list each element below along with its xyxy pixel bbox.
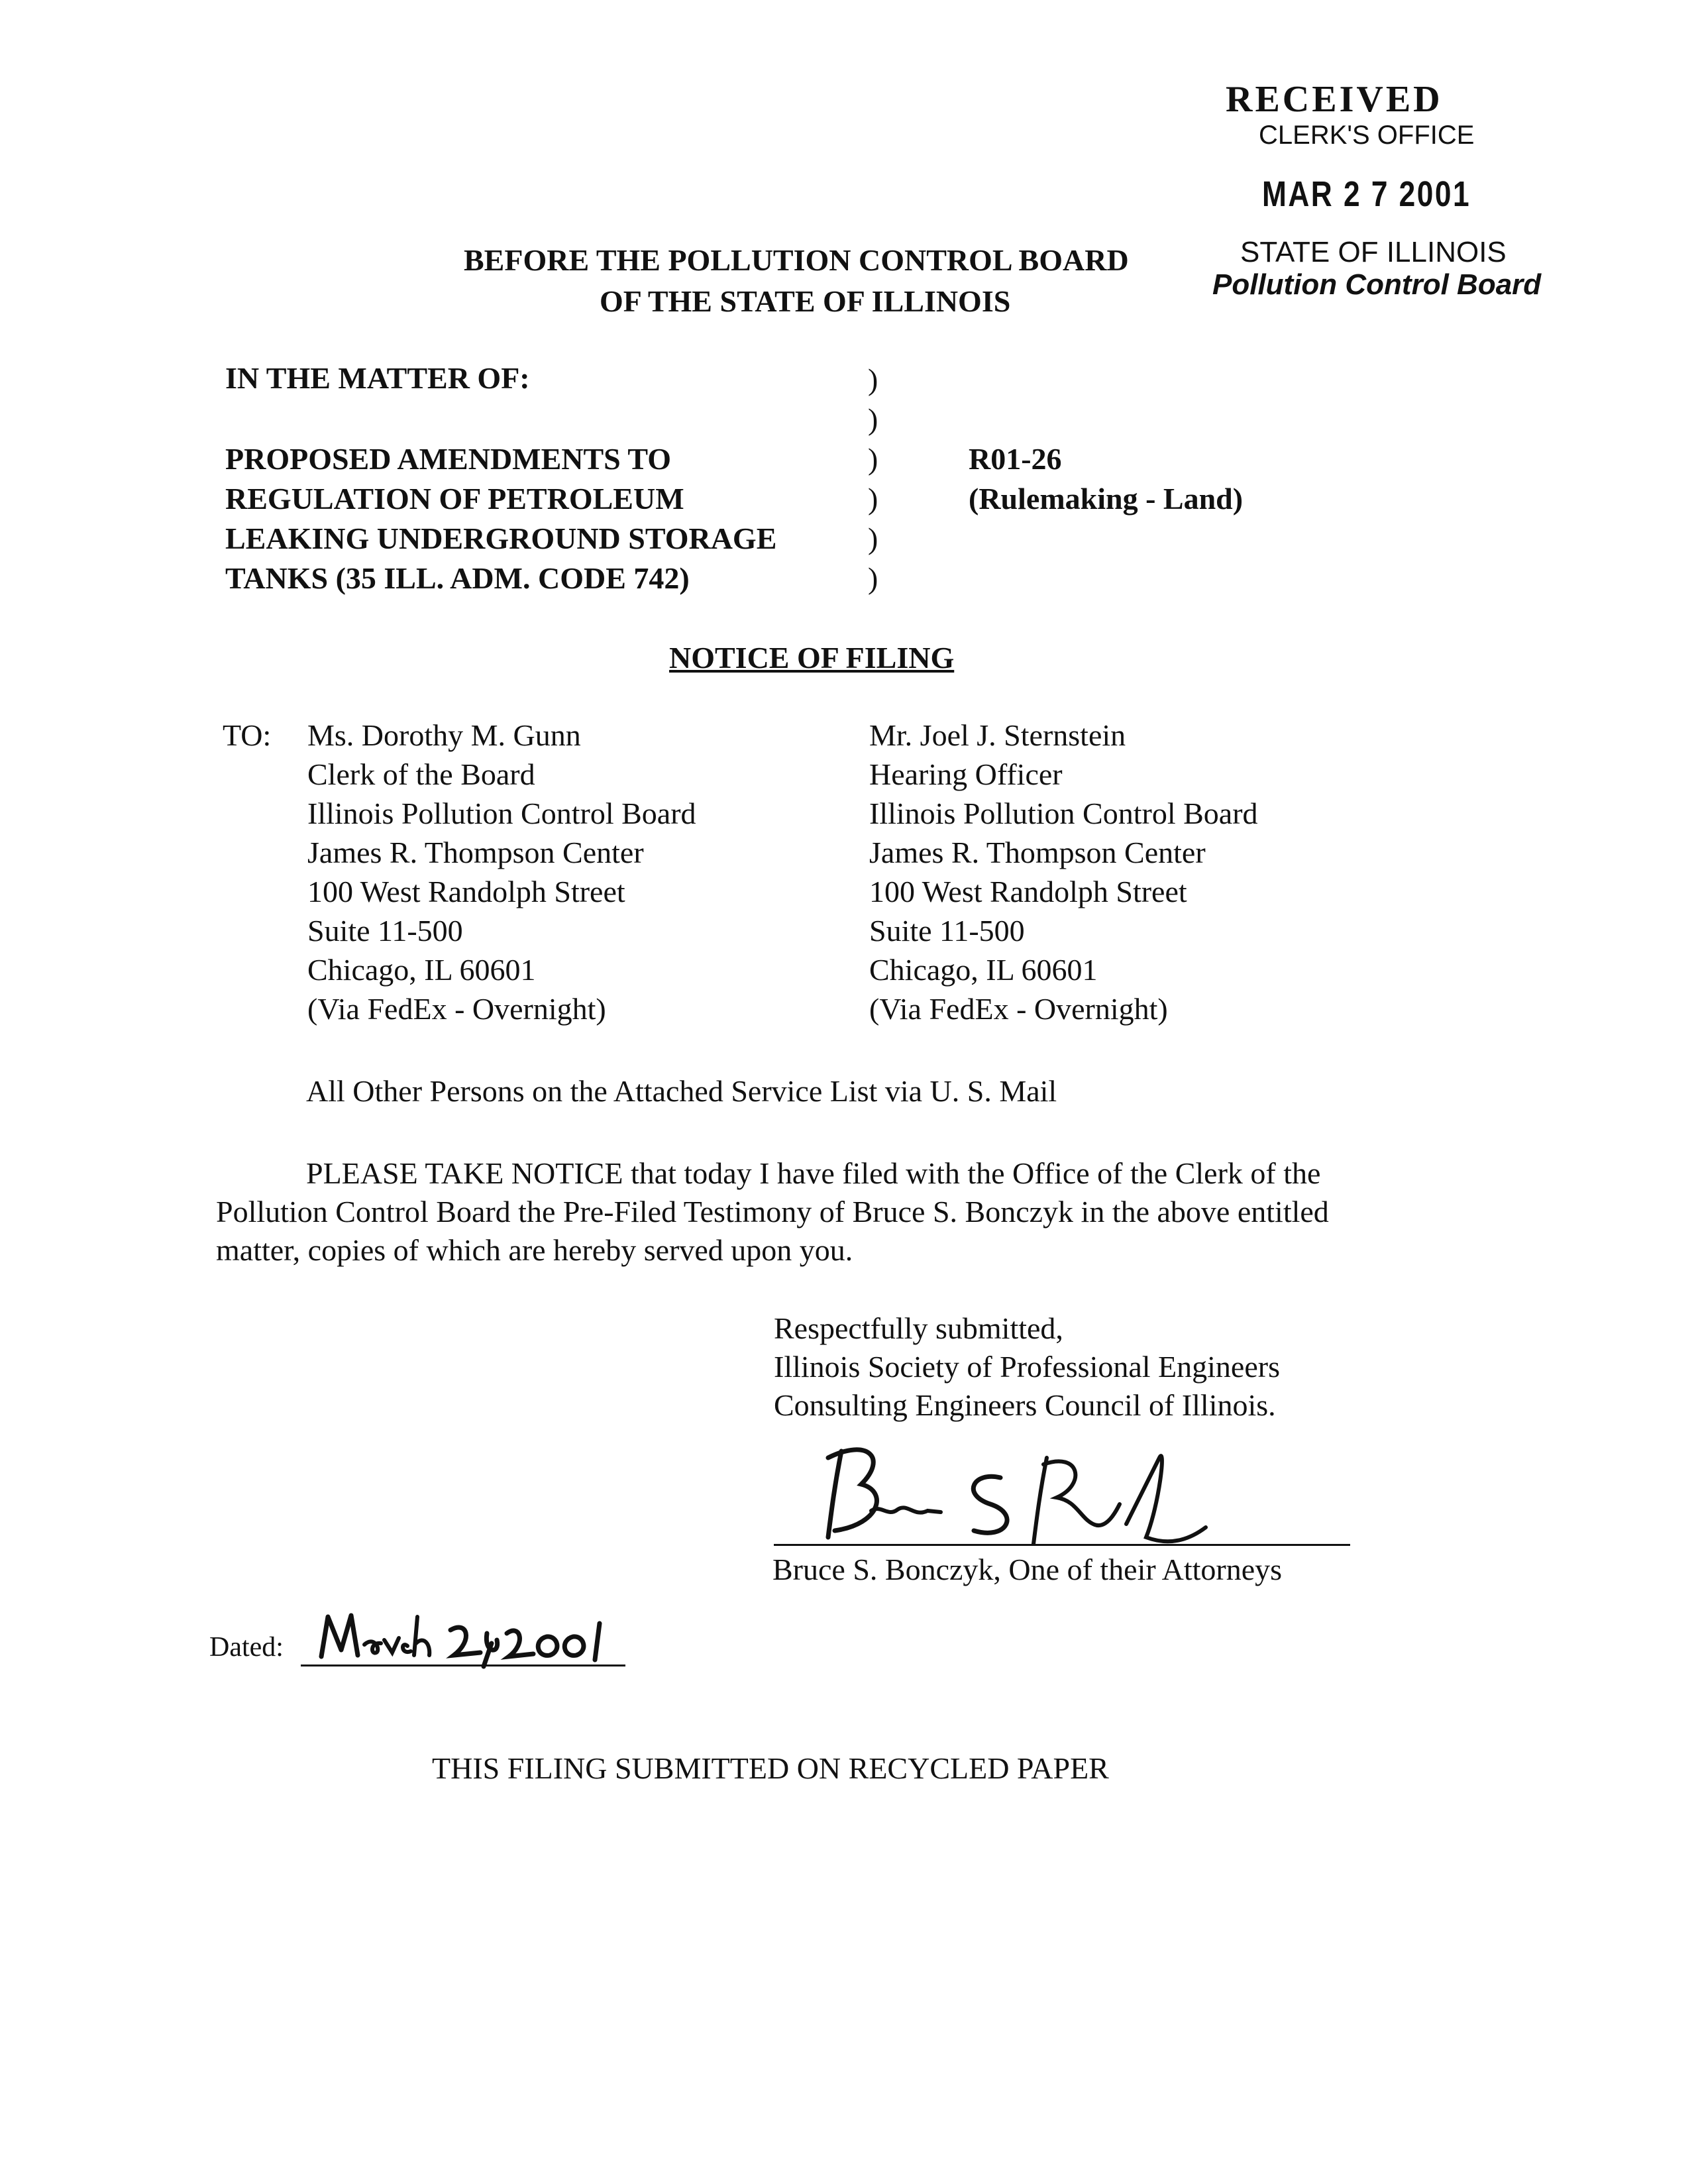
body-line-3: matter, copies of which are hereby served upon you. — [216, 1233, 853, 1267]
recipient-line: 100 West Randolph Street — [307, 875, 625, 908]
stamp-state: STATE OF ILLINOIS — [1240, 236, 1507, 268]
footer-recycled-paper: THIS FILING SUBMITTED ON RECYCLED PAPER — [432, 1751, 1109, 1785]
heading-line-2: OF THE STATE OF ILLINOIS — [600, 284, 1011, 318]
body-line-2: Pollution Control Board the Pre-Filed Testimony of Bruce S. Bonczyk in the above entitled — [216, 1195, 1329, 1228]
recipient-block-1 — [307, 716, 696, 1028]
recipient-line: Mr. Joel J. Sternstein — [869, 718, 1126, 752]
body-line-1: PLEASE TAKE NOTICE that today I have filed with the Office of the Clerk of the — [306, 1156, 1321, 1190]
caption-paren: ) — [868, 362, 878, 396]
caption-paren: ) — [868, 402, 878, 436]
recipient-line: Hearing Officer — [869, 757, 1063, 791]
recipient-line: Ms. Dorothy M. Gunn — [307, 718, 581, 752]
recipient-line: James R. Thompson Center — [307, 836, 644, 869]
docket-number: R01-26 — [969, 442, 1062, 476]
stamp-date: MAR 2 7 2001 — [1262, 174, 1471, 214]
stamp-clerks-office: CLERK'S OFFICE — [1259, 121, 1475, 150]
caption-line-1: PROPOSED AMENDMENTS TO — [225, 442, 672, 476]
recipient-line: Suite 11-500 — [307, 914, 463, 948]
recipient-block-2 — [869, 716, 1258, 1028]
recipient-line: (Via FedEx - Overnight) — [307, 992, 606, 1026]
docket-type: (Rulemaking - Land) — [969, 482, 1244, 516]
service-list-note: All Other Persons on the Attached Service List via U. S. Mail — [306, 1074, 1057, 1108]
heading-line-1: BEFORE THE POLLUTION CONTROL BOARD — [464, 243, 1129, 277]
recipient-line: (Via FedEx - Overnight) — [869, 992, 1168, 1026]
closing-org-2: Consulting Engineers Council of Illinois. — [774, 1388, 1276, 1422]
caption-line-4: TANKS (35 ILL. ADM. CODE 742) — [225, 561, 690, 595]
to-label: TO: — [223, 718, 272, 752]
recipient-line: Clerk of the Board — [307, 757, 535, 791]
recipient-line: Illinois Pollution Control Board — [307, 796, 696, 830]
caption-paren: ) — [868, 442, 878, 476]
signature-image — [815, 1431, 1212, 1551]
recipient-line: Illinois Pollution Control Board — [869, 796, 1258, 830]
notice-title: NOTICE OF FILING — [669, 641, 955, 675]
caption-line-3: LEAKING UNDERGROUND STORAGE — [225, 521, 777, 555]
caption-paren: ) — [868, 482, 878, 516]
caption-line-2: REGULATION OF PETROLEUM — [225, 482, 684, 516]
handwritten-date — [318, 1604, 629, 1670]
stamp-received: RECEIVED — [1226, 79, 1443, 120]
stamp-board: Pollution Control Board — [1212, 268, 1542, 301]
dated-label: Dated: — [209, 1632, 284, 1663]
closing-respectfully: Respectfully submitted, — [774, 1311, 1063, 1345]
signature-line — [774, 1544, 1350, 1546]
recipient-line: Suite 11-500 — [869, 914, 1025, 948]
recipient-line: 100 West Randolph Street — [869, 875, 1187, 908]
closing-org-1: Illinois Society of Professional Engineers — [774, 1350, 1280, 1384]
caption-paren: ) — [868, 561, 878, 595]
recipient-line: James R. Thompson Center — [869, 836, 1206, 869]
caption-paren: ) — [868, 521, 878, 555]
recipient-line: Chicago, IL 60601 — [869, 953, 1098, 987]
recipient-line: Chicago, IL 60601 — [307, 953, 536, 987]
signer-name: Bruce S. Bonczyk, One of their Attorneys — [772, 1553, 1283, 1586]
date-line — [301, 1665, 625, 1666]
caption-matter-of: IN THE MATTER OF: — [225, 361, 530, 395]
